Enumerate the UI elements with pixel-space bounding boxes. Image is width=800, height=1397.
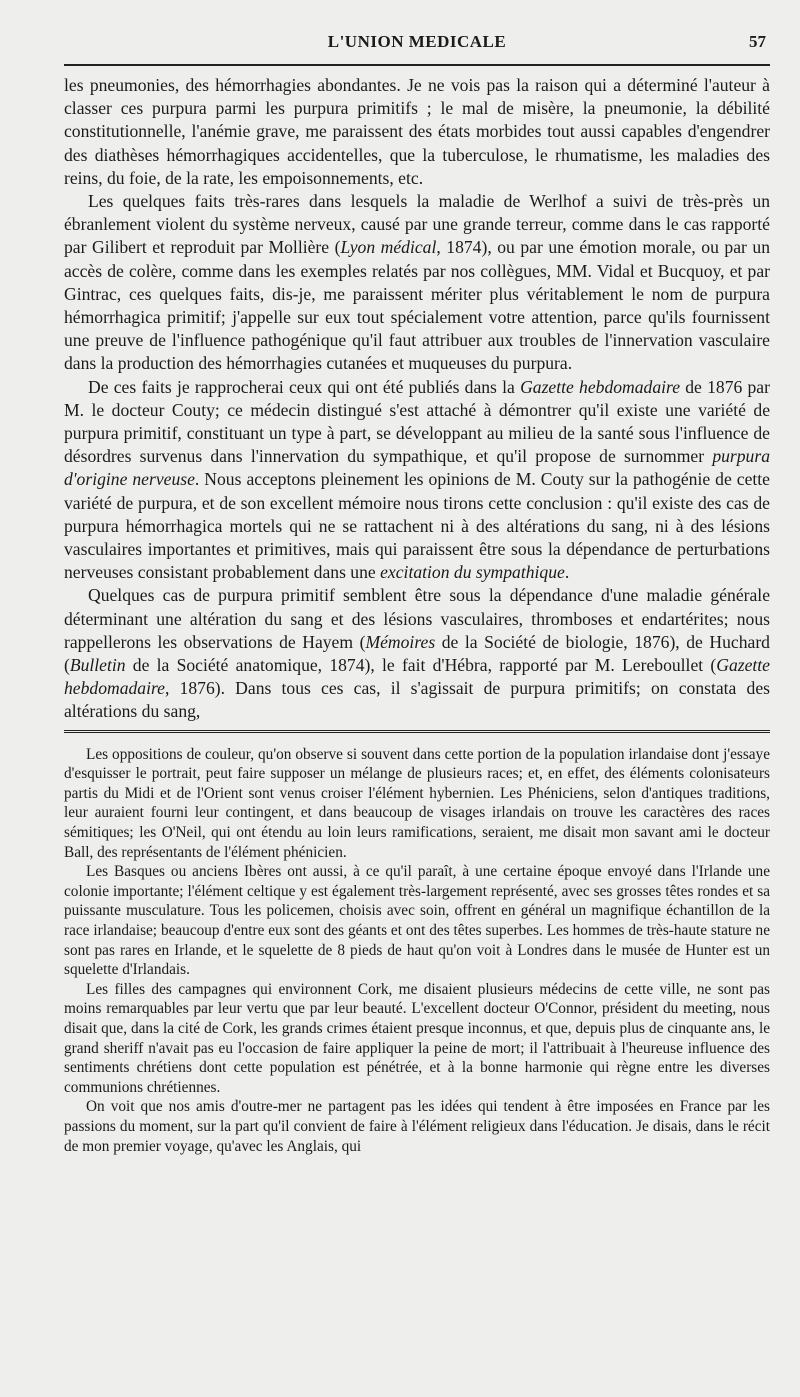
paragraph: De ces faits je rapprocherai ceux qui ont été publiés dans la Gazette hebdomadaire de 1876 par M. le docteur Couty; ce médecin distingué s'est attaché à démontrer qu'il existe une variété de purpura primitif, constituant un type à part, se développant au milieu de la santé sous l'influence de désordres survenus dans l'innervation du sympathique, et qu'il propose de surnommer purpura d'origine nerveuse. Nous acceptons pleinement les opinions de M. Couty sur la pathogénie de cette variété de purpura, et de son excellent mémoire nous tirons cette conclusion : qu'il existe des cas de purpura hémorrhagica mortels qui ne se rattachent ni à des altérations du sang, ni à des lésions vasculaires importantes et primitives, mais qui paraissent être sous la dépendance de perturbations nerveuses consistant probablement dans une excitation du sympathique. xyxy=(64,376,770,583)
page-header xyxy=(64,30,770,58)
paragraph: Quelques cas de purpura primitif semblent être sous la dépendance d'une maladie générale déterminant une altération du sang et des lésions vasculaires, thromboses et endartérites; nous rappellerons les observations de Hayem (Mémoires de la Société de biologie, 1876), de Huchard (Bulletin de la Société anatomique, 1874), le fait d'Hébra, rapporté par M. Lereboullet (Gazette hebdomadaire, 1876). Dans tous ces cas, il s'agissait de purpura primitifs; on constata des altérations du sang, xyxy=(64,585,770,722)
paragraph: Les Basques ou anciens Ibères ont aussi, à ce qu'il paraît, à une certaine époque envoyé dans l'Irlande une colonie importante; l'élément celtique y est également très-largement représenté, avec ses grosses têtes rondes et sa puissante musculature. Tous les policemen, choisis avec soin, offrent en général un magnifique échantillon de la race irlandaise; beaucoup d'entre eux sont des géants et ont des têtes superbes. Les hommes de très-haute stature ne sont pas rares en Irlande, et le squelette de 8 pieds de haut qu'on voit à Londres dans le musée de Hunter est un squelette d'Irlandais. xyxy=(64,863,770,979)
term-italic: excitation du sympathique xyxy=(380,562,565,583)
feuilleton-text xyxy=(64,745,770,1156)
journal-title: L'UNION MEDICALE xyxy=(327,32,507,51)
citation-italic: Gazette hebdomadaire xyxy=(520,376,681,397)
paragraph: Les quelques faits très-rares dans lesquels la maladie de Werlhof a suivi de très-près un ébranlement violent du système nerveux, causé par une grande terreur, comme dans le cas rapporté par Gilibert et reproduit par Mollière (Lyon médical, 1874), ou par une émotion morale, ou par un accès de colère, comme dans les exemples relatés par nos collègues, MM. Vidal et Bucquoy, et par Gintrac, ces quelques faits, dis-je, me paraissent mériter plus véritablement le nom de purpura hémorrhagica primitif; j'appelle sur eux tout spécialement votre attention, parce qu'ils fournissent une preuve de l'influence pathogénique qu'il faut attribuer aux troubles de l'innervation vasculaire dans la production des hémorrhagies cutanées et muqueuses du purpura. xyxy=(64,191,770,374)
paragraph: Les oppositions de couleur, qu'on observe si souvent dans cette portion de la population irlandaise dont j'essaye d'esquisser le portrait, peut faire supposer un mélange de plusieurs races; et, en effet, des éléments colonisateurs partis du Midi et de l'Orient sont venus croiser l'élément hybernien. Les Phéniciens, selon d'antiques traditions, leur auraient fourni leur contingent, et dans beaucoup de visages irlandais on trouve les caractères des races sémitiques; les O'Neil, qui ont étendu au loin leurs ramifications, seraient, me disait mon savant ami le docteur Ball, des représentants de l'élément phénicien. xyxy=(64,745,770,861)
paragraph: On voit que nos amis d'outre-mer ne partagent pas les idées qui tendent à être imposées en France par les passions du moment, sur la part qu'il convient de faire à l'élément religieux dans l'éducation. Je disais, dans le récit de mon premier voyage, qu'avec les Anglais, qui xyxy=(64,1098,770,1155)
citation-italic: Gazette hebdomadaire xyxy=(64,655,770,699)
header-rule xyxy=(64,64,770,66)
term-italic: purpura d'origine nerveuse xyxy=(64,446,770,490)
paragraph: Les filles des campagnes qui environnent Cork, me disaient plusieurs médecins de cette ville, ne sont pas moins remarquables par leur vertu que par leur beauté. L'excellent docteur O'Connor, président du meeting, nous disait que, dans la cité de Cork, les grands crimes étaient presque inconnus, et que, depuis plus de cinquante ans, le grand sheriff n'avait pas eu l'occasion de faire appliquer la peine de mort; il l'attribuait à l'heureuse influence des sentiments chrétiens dont cette population est pénétrée, et à la bonne harmonie qui règne entre les diverses communions chrétiennes. xyxy=(64,980,770,1096)
page-number: 57 xyxy=(749,32,766,51)
section-divider xyxy=(64,730,770,735)
main-text xyxy=(64,74,770,724)
paragraph: les pneumonies, des hémorrhagies abondantes. Je ne vois pas la raison qui a déterminé l'auteur à classer ces purpura parmi les purpura primitifs ; le mal de misère, la pneumonie, la débilité constitutionnelle, l'anémie grave, me paraissent des états morbides tout aussi capables d'engendrer des diathèses hémorrhagiques accidentelles, que la tuberculose, le rhumatisme, les maladies des reins, du foie, de la rate, les empoisonnements, etc. xyxy=(64,75,770,188)
citation-italic: Mémoires xyxy=(365,631,436,652)
citation-italic: Bulletin xyxy=(69,655,126,676)
citation-italic: Lyon médical xyxy=(340,237,437,258)
